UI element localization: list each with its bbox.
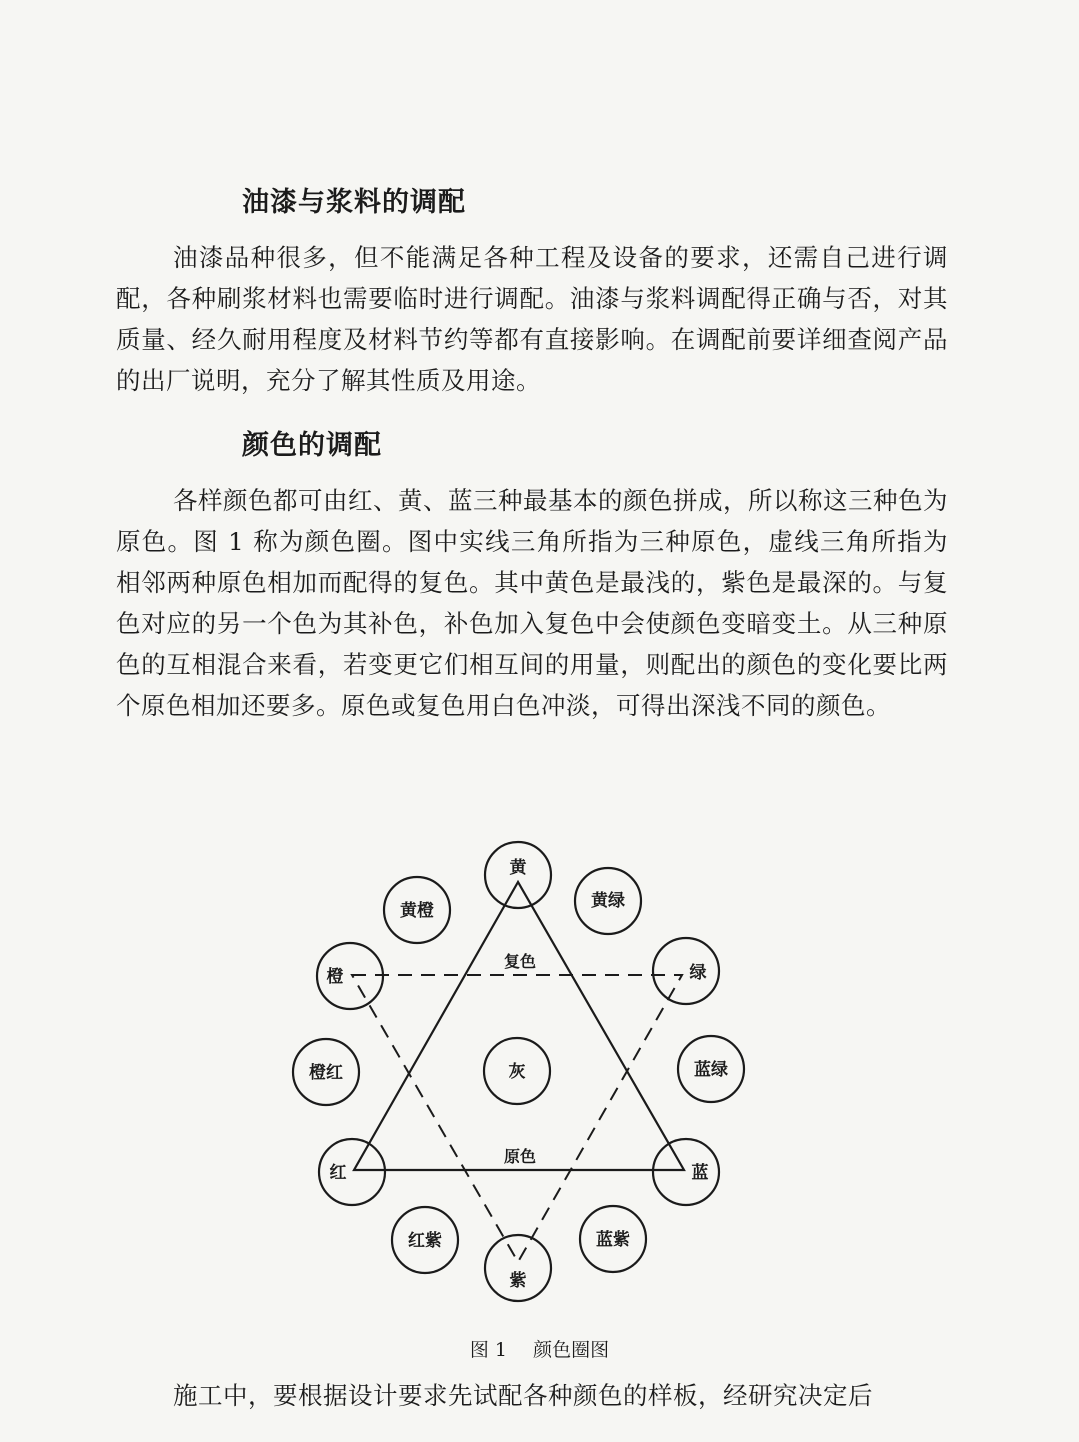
- section-heading-paint-mixing: 油漆与浆料的调配: [242, 187, 466, 218]
- circle-blue-purple: [580, 1206, 646, 1272]
- label-yellow-green: 黄绿: [591, 891, 625, 911]
- circle-red-purple: [392, 1207, 458, 1273]
- label-red-purple: 红紫: [408, 1231, 442, 1251]
- label-blue: 蓝: [691, 1163, 709, 1183]
- secondary-triangle: [352, 975, 682, 1262]
- label-yellow: 黄: [509, 858, 527, 878]
- figure-title: 颜色圈图: [533, 1339, 610, 1361]
- circle-yellow-orange: [384, 877, 450, 943]
- circle-red: [319, 1139, 385, 1205]
- circle-green: [653, 938, 719, 1004]
- circle-purple: [485, 1235, 551, 1301]
- circle-orange-red: [293, 1039, 359, 1105]
- label-primary-colors: 原色: [503, 1147, 537, 1166]
- label-secondary-colors: 复色: [503, 952, 537, 971]
- color-wheel-diagram: [280, 840, 760, 1310]
- paragraph-construction: 施工中，要根据设计要求先试配各种颜色的样板，经研究决定后: [173, 1381, 873, 1410]
- label-orange-red: 橙红: [309, 1063, 343, 1083]
- circle-blue-green: [678, 1036, 744, 1102]
- figure-number: 图 1: [469, 1339, 508, 1361]
- label-orange: 橙: [326, 967, 344, 987]
- label-yellow-orange: 黄橙: [400, 901, 434, 921]
- section-heading-color-mixing: 颜色的调配: [242, 430, 382, 461]
- primary-triangle: [354, 882, 684, 1170]
- label-red: 红: [329, 1163, 347, 1183]
- color-wheel-figure: [280, 840, 760, 1310]
- label-gray: 灰: [508, 1062, 526, 1082]
- label-blue-purple: 蓝紫: [596, 1230, 630, 1250]
- circle-orange: [317, 943, 383, 1009]
- paragraph-color-mixing: 各样颜色都可由红、黄、蓝三种最基本的颜色拼成，所以称这三种色为原色。图 1 称为颜色圈。图中实线三角所指为三种原色，虚线三角所指为相邻两种原色相加而配得的复色。其中黄色是最浅的，紫色是最深的。与复色对应的另一个色为其补色，补色加入复色中会使颜色变暗变土。从三种原色的互相混合来看，若变更它们相互间的用量，则配出的颜色的变化要比两个原色相加还要多。原色或复色用白色冲淡，可得出深浅不同的颜色。: [116, 486, 948, 720]
- paragraph-paint-mixing: 油漆品种很多，但不能满足各种工程及设备的要求，还需自己进行调配，各种刷浆材料也需要临时进行调配。油漆与浆料调配得正确与否，对其质量、经久耐用程度及材料节约等都有直接影响。在调配前要详细查阅产品的出厂说明，充分了解其性质及用途。: [116, 243, 948, 395]
- figure-caption: [0, 1335, 1079, 1362]
- label-purple: 紫: [509, 1271, 527, 1291]
- circle-gray: [484, 1038, 550, 1104]
- circle-yellow: [485, 842, 551, 908]
- label-green: 绿: [689, 963, 707, 983]
- circle-yellow-green: [575, 868, 641, 934]
- label-blue-green: 蓝绿: [694, 1060, 728, 1080]
- circle-blue: [653, 1139, 719, 1205]
